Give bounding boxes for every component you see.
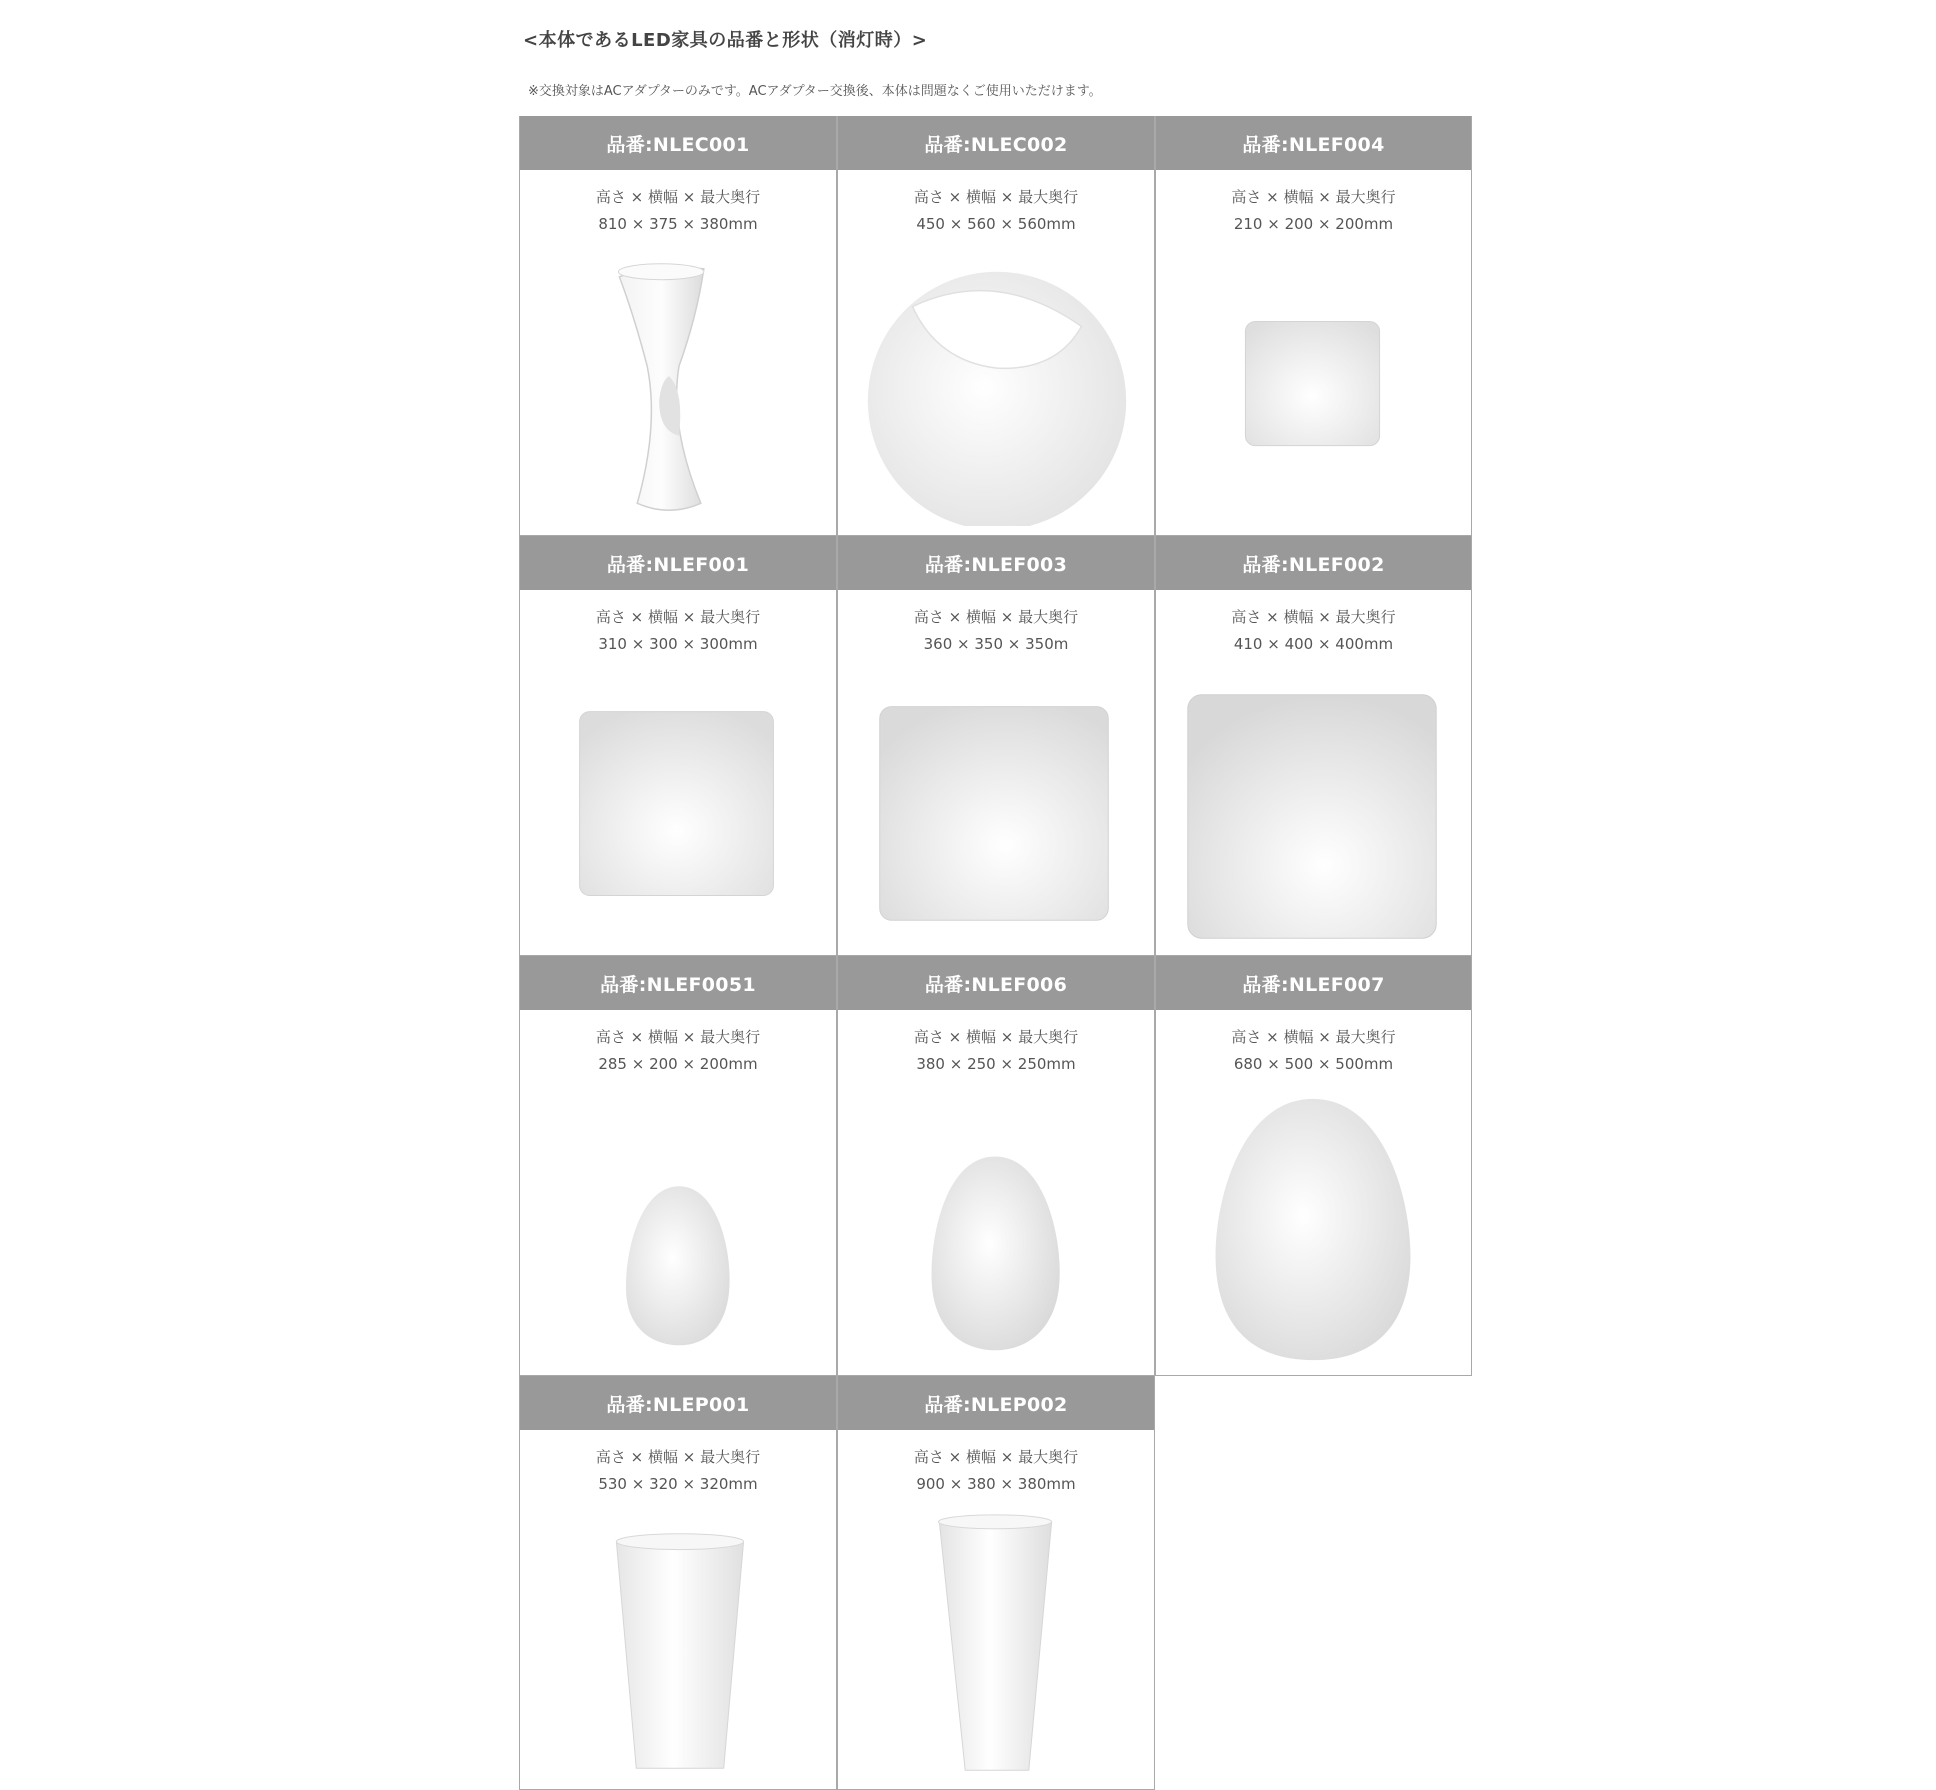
dimension-label: 高さ × 横幅 × 最大奥行 — [595, 188, 761, 206]
product-card — [1155, 956, 1472, 1376]
cube-image — [1156, 256, 1471, 526]
product-code: 品番:NLEP002 — [838, 1376, 1154, 1430]
exchange-note: ※交換対象はACアダプターのみです。ACアダプター交換後、本体は問題なくご使用いただけます。 — [528, 84, 1102, 99]
dimension-label: 高さ × 横幅 × 最大奥行 — [595, 1448, 761, 1466]
dimension-label: 高さ × 横幅 × 最大奥行 — [1231, 608, 1396, 626]
egg-image — [520, 1096, 836, 1366]
page-title: <本体であるLED家具の品番と形状（消灯時）> — [523, 30, 928, 51]
ball-chair-image — [838, 256, 1154, 526]
dimension-label: 高さ × 横幅 × 最大奥行 — [913, 1028, 1079, 1046]
product-card — [837, 956, 1155, 1376]
dimension-value: 450 × 560 × 560mm — [916, 215, 1076, 233]
dimension-value: 210 × 200 × 200mm — [1233, 215, 1394, 233]
product-card — [1155, 536, 1472, 956]
dimension-value: 380 × 250 × 250mm — [916, 1055, 1076, 1073]
product-code: 品番:NLEC002 — [838, 116, 1154, 170]
dimension-label: 高さ × 横幅 × 最大奥行 — [913, 608, 1079, 626]
egg-image — [1156, 1096, 1471, 1366]
dimension-value: 360 × 350 × 350m — [923, 635, 1069, 653]
tall-pot-image — [838, 1511, 1154, 1781]
product-card — [519, 956, 837, 1376]
product-code: 品番:NLEF006 — [838, 956, 1154, 1010]
product-code: 品番:NLEF007 — [1156, 956, 1471, 1010]
dimension-label: 高さ × 横幅 × 最大奥行 — [1231, 188, 1396, 206]
product-card — [519, 1376, 837, 1790]
dimension-value: 810 × 375 × 380mm — [598, 215, 758, 233]
product-code: 品番:NLEF003 — [838, 536, 1154, 590]
dimension-value: 310 × 300 × 300mm — [598, 635, 758, 653]
dimension-label: 高さ × 横幅 × 最大奥行 — [913, 188, 1079, 206]
dimension-value: 900 × 380 × 380mm — [916, 1475, 1076, 1493]
dimension-value: 530 × 320 × 320mm — [598, 1475, 758, 1493]
product-code: 品番:NLEF004 — [1156, 116, 1471, 170]
stool-image — [520, 256, 836, 526]
dimension-label: 高さ × 横幅 × 最大奥行 — [595, 1028, 761, 1046]
dimension-label: 高さ × 横幅 × 最大奥行 — [913, 1448, 1079, 1466]
product-card — [1155, 116, 1472, 536]
dimension-value: 285 × 200 × 200mm — [598, 1055, 758, 1073]
dimension-value: 680 × 500 × 500mm — [1233, 1055, 1394, 1073]
product-code: 品番:NLEF0051 — [520, 956, 836, 1010]
dimension-label: 高さ × 横幅 × 最大奥行 — [595, 608, 761, 626]
product-code: 品番:NLEC001 — [520, 116, 836, 170]
product-card — [519, 536, 837, 956]
product-code: 品番:NLEF001 — [520, 536, 836, 590]
product-card — [837, 1376, 1155, 1790]
product-card — [519, 116, 837, 536]
product-card — [837, 536, 1155, 956]
cube-image — [838, 676, 1154, 946]
product-grid — [519, 116, 1470, 1790]
cube-image — [520, 676, 836, 946]
product-code: 品番:NLEF002 — [1156, 536, 1471, 590]
pot-image — [520, 1511, 836, 1781]
dimension-value: 410 × 400 × 400mm — [1233, 635, 1394, 653]
cube-image — [1156, 676, 1471, 946]
dimension-label: 高さ × 横幅 × 最大奥行 — [1231, 1028, 1396, 1046]
product-card — [837, 116, 1155, 536]
egg-image — [838, 1096, 1154, 1366]
product-code: 品番:NLEP001 — [520, 1376, 836, 1430]
